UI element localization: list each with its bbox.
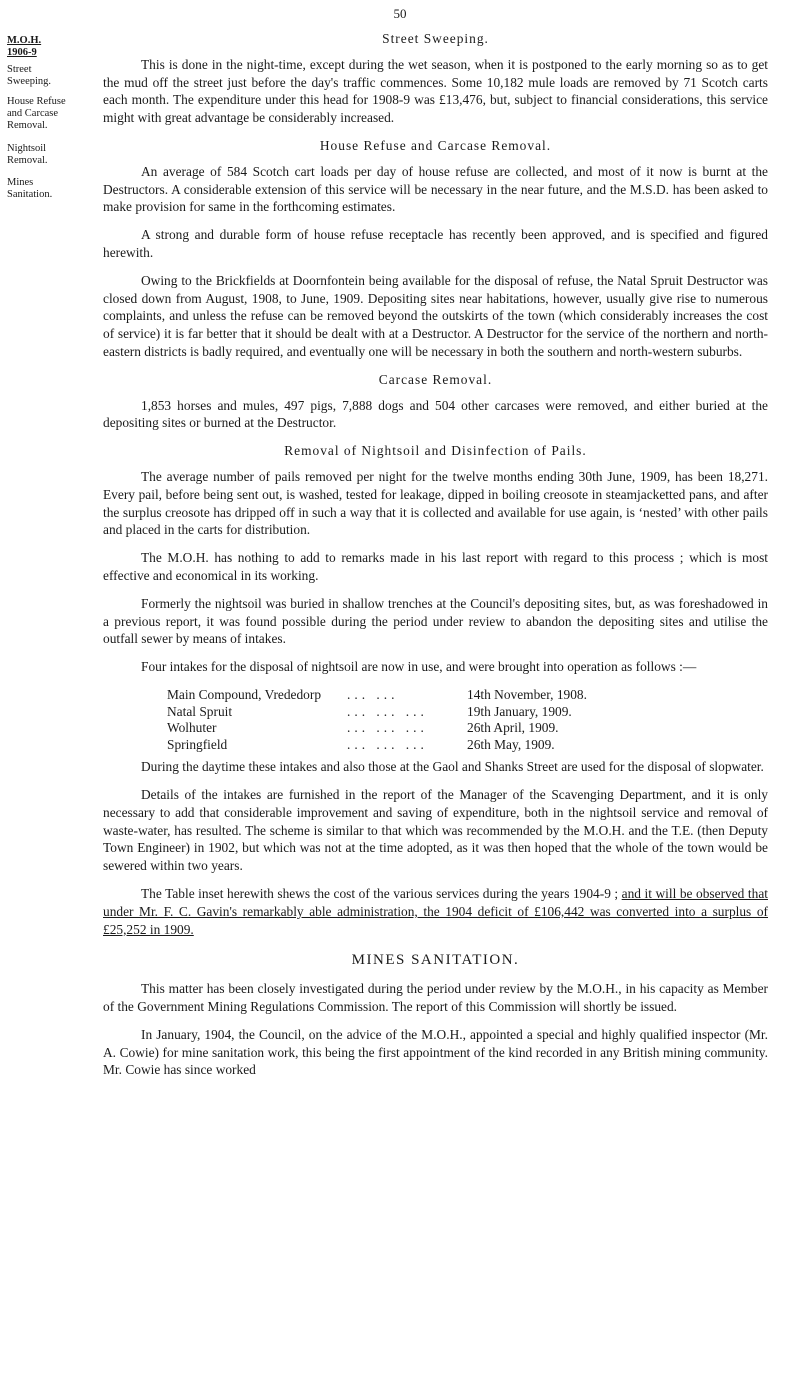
section-heading-house-refuse: House Refuse and Carcase Removal. xyxy=(319,137,552,153)
intake-name: Natal Spruit xyxy=(167,703,233,719)
paragraph: This matter has been closely investigated during the period under review by the M.O.H., in his capacity as Member of the Government Mining Regulations Commission. The report of this Commission will shortly be issued. xyxy=(103,981,768,1015)
intake-date: 14th November, 1908. xyxy=(467,686,587,702)
paragraph: A strong and durable form of house refuse receptacle has recently been approved, and is specified and figured herewith. xyxy=(103,227,768,260)
leader-dots: ... ... ... xyxy=(347,736,428,752)
page-number: 50 xyxy=(393,6,407,21)
section-heading-mines: MINES SANITATION. xyxy=(351,952,520,969)
paragraph: Details of the intakes are furnished in the report of the Manager of the Scavenging Department, and it is only necessary to add that considerable improvement and saving of expenditure, both in the nightsoil service and removal of waste-water, has resulted. The scheme is similar to that which was recommended by the M.O.H. and the T.E. (then Deputy Town Engineer) in 1902, but which was not at the time adopted, as it was then hoped that the whole of the town would be sewered within two years. xyxy=(103,787,768,874)
paragraph: In January, 1904, the Council, on the advice of the M.O.H., appointed a special and highly qualified inspector (Mr. A. Cowie) for mine sanitation work, this being the first appointment of the kind recorded in any British mining community. Mr. Cowie has since worked xyxy=(103,1026,768,1078)
paragraph: During the daytime these intakes and also those at the Gaol and Shanks Street are used for the disposal of slopwater. xyxy=(141,759,764,775)
underlined-text: and it will be observed that under Mr. F. C. Gavin's remarkably able administration, the 1904 deficit of £106,442 was converted into a surplus of £25,252 in 1909. xyxy=(103,886,768,937)
paragraph: This is done in the night-time, except during the wet season, when it is postponed to the early morning so as to get the mud off the street just before the day's traffic commences. Some 10,182 mule loads are removed by 71 Scotch carts each month. The expenditure under this head for 1908-9 was £13,476, but, subject to financial considerations, this service might with great advantage be considerably increased. xyxy=(103,56,768,126)
intake-date: 19th January, 1909. xyxy=(467,703,572,719)
margin-header: M.O.H. 1906-9 xyxy=(7,35,42,58)
list-item xyxy=(167,703,768,720)
list-item xyxy=(167,736,768,753)
section-heading-street-sweeping: Street Sweeping. xyxy=(382,31,489,46)
paragraph: 1,853 horses and mules, 497 pigs, 7,888 dogs and 504 other carcases were removed, and either buried at the depositing sites or burned at the Destructor. xyxy=(103,397,768,431)
intake-name: Main Compound, Vrededorp xyxy=(167,686,322,702)
paragraph: The M.O.H. has nothing to add to remarks made in his last report with regard to this process ; which is most effective and economical in its working. xyxy=(103,550,768,583)
margin-note-street-sweeping: Street Sweeping. xyxy=(7,64,52,87)
main-text xyxy=(103,30,768,1089)
intake-date: 26th April, 1909. xyxy=(467,720,559,736)
margin-note-mines: Mines Sanitation. xyxy=(7,177,53,200)
intake-name: Wolhuter xyxy=(167,720,217,736)
paragraph: An average of 584 Scotch cart loads per day of house refuse are collected, and most of it now is burnt at the Destructors. A considerable extension of this service will be necessary in the near future, and the M.S.D. has been asked to make provision for same in the forthcoming estimates. xyxy=(103,163,768,215)
intakes-list xyxy=(167,686,768,752)
list-item xyxy=(167,686,768,703)
section-heading-nightsoil: Removal of Nightsoil and Disinfection of Pails. xyxy=(284,443,587,459)
margin-note-house-refuse: House Refuse and Carcase Removal. xyxy=(7,96,66,131)
paragraph: The average number of pails removed per night for the twelve months ending 30th June, 1909, has been 18,271. Every pail, before being sent out, is washed, tested for leakage, dipped in boiling creosote in steamjacketted pans, and after the surplus creosote has dripped off in such a way that it is collected and available for use again, is ‘nested’ with other pails and placed in the carts for distribution. xyxy=(103,468,768,538)
section-heading-carcase: Carcase Removal. xyxy=(378,371,493,387)
paragraph: Owing to the Brickfields at Doornfontein being available for the disposal of refuse, the Natal Spruit Destructor was closed down from August, 1908, to June, 1909. Depositing sites near habitations, however, usually give rise to numerous complaints, and unless the refuse can be removed beyond the outskirts of the town (which considerably increases the cost of service) it is far better that it should be dealt with at a Destructor. A Destructor for the service of the northern and north-eastern districts is badly required, and eventually one will be necessary in both the southern and north-western suburbs. xyxy=(103,272,768,359)
leader-dots: ... ... xyxy=(347,686,399,702)
list-item xyxy=(167,719,768,736)
paragraph: Four intakes for the disposal of nightsoil are now in use, and were brought into operation as follows :— xyxy=(141,659,697,675)
paragraph-table-note xyxy=(103,885,768,938)
leader-dots: ... ... ... xyxy=(347,720,428,736)
paragraph: Formerly the nightsoil was buried in shallow trenches at the Council's depositing sites, but, as was foreshadowed in a previous report, it was found possible during the period under review to abandon the depositing sites and utilise the outfall sewer by means of intakes. xyxy=(103,595,768,647)
leader-dots: ... ... ... xyxy=(347,703,428,719)
margin-note-nightsoil: Nightsoil Removal. xyxy=(7,143,48,166)
intake-date: 26th May, 1909. xyxy=(467,736,555,752)
underlined-text: The Table inset herewith shews the cost of the various services during the years 1904-9 ; xyxy=(141,886,619,902)
intake-name: Springfield xyxy=(167,736,228,752)
